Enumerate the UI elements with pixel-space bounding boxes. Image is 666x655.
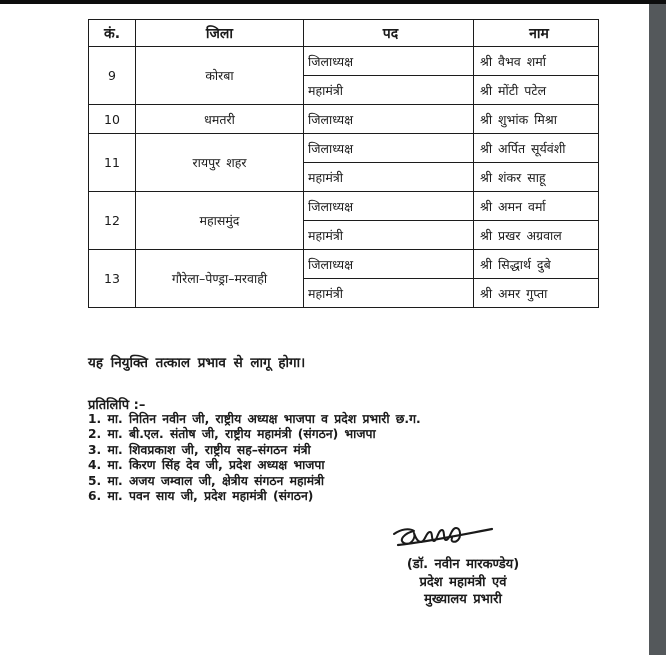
appointments-table-header [89,20,599,47]
cell-post: जिलाध्यक्ष [304,192,474,221]
handwritten-signature [388,512,500,554]
list-item: 3. मा. शिवप्रकाश जी, राष्ट्रीय सह–संगठन मंत्री [88,442,311,457]
cell-district: कोरबा [136,47,304,105]
scan-top-edge-bar [0,0,666,4]
cell-district: धमतरी [136,105,304,134]
signatory-name: (डॉ. नवीन मारकण्डेय) [406,557,520,572]
signature-scribble-icon [388,512,500,554]
cell-district: रायपुर शहर [136,134,304,192]
cell-post: महामंत्री [304,76,474,105]
cell-post: जिलाध्यक्ष [304,134,474,163]
scan-right-background-strip [649,0,666,655]
cell-post: महामंत्री [304,221,474,250]
header-district: जिला [136,20,304,47]
cell-district: गौरेला–पेण्ड्रा–मरवाही [136,250,304,308]
table-row [89,250,599,279]
header-name: नाम [474,20,599,47]
cell-serial: 12 [89,192,136,250]
table-row [89,134,599,163]
cell-serial: 11 [89,134,136,192]
list-item: 1. मा. नितिन नवीन जी, राष्ट्रीय अध्यक्ष भाजपा व प्रदेश प्रभारी छ.ग. [88,412,421,426]
cell-name: श्री अमन वर्मा [474,192,599,221]
list-item: 2. मा. बी.एल. संतोष जी, राष्ट्रीय महामंत्री (संगठन) भाजपा [88,427,376,442]
cell-serial: 10 [89,105,136,134]
signatory-title-line1: प्रदेश महामंत्री एवं [419,574,507,590]
cell-name: श्री वैभव शर्मा [474,47,599,76]
list-item: 6. मा. पवन साय जी, प्रदेश महामंत्री (संगठन) [88,489,314,504]
cell-serial: 13 [89,250,136,308]
cell-post: जिलाध्यक्ष [304,250,474,279]
copy-to-list [88,412,421,504]
cell-name: श्री शंकर साहू [474,163,599,192]
header-serial: कं. [89,20,136,47]
header-row [89,20,599,47]
table-row [89,192,599,221]
cell-post: जिलाध्यक्ष [304,47,474,76]
table-row [89,105,599,134]
header-post: पद [304,20,474,47]
cell-post: महामंत्री [304,163,474,192]
cell-name: श्री मोंटी पटेल [474,76,599,105]
cell-name: श्री अर्पित सूर्यवंशी [474,134,599,163]
cell-post: महामंत्री [304,279,474,308]
cell-name: श्री प्रखर अग्रवाल [474,221,599,250]
cell-name: श्री अमर गुप्ता [474,279,599,308]
table-row [89,47,599,76]
cell-serial: 9 [89,47,136,105]
cell-name: श्री सिद्धार्थ दुबे [474,250,599,279]
cell-district: महासमुंद [136,192,304,250]
appointments-table [88,19,599,308]
copy-to-heading: प्रतिलिपि :– [88,398,146,413]
list-item: 4. मा. किरण सिंह देव जी, प्रदेश अध्यक्ष भाजपा [88,458,325,473]
signatory-title-line2: मुख्यालय प्रभारी [424,592,502,607]
cell-post: जिलाध्यक्ष [304,105,474,134]
signatory-block [378,556,548,609]
list-item: 5. मा. अजय जम्वाल जी, क्षेत्रीय संगठन महामंत्री [88,473,325,488]
cell-name: श्री शुभांक मिश्रा [474,105,599,134]
effective-immediately-note: यह नियुक्ति तत्काल प्रभाव से लागू होगा। [88,355,306,371]
